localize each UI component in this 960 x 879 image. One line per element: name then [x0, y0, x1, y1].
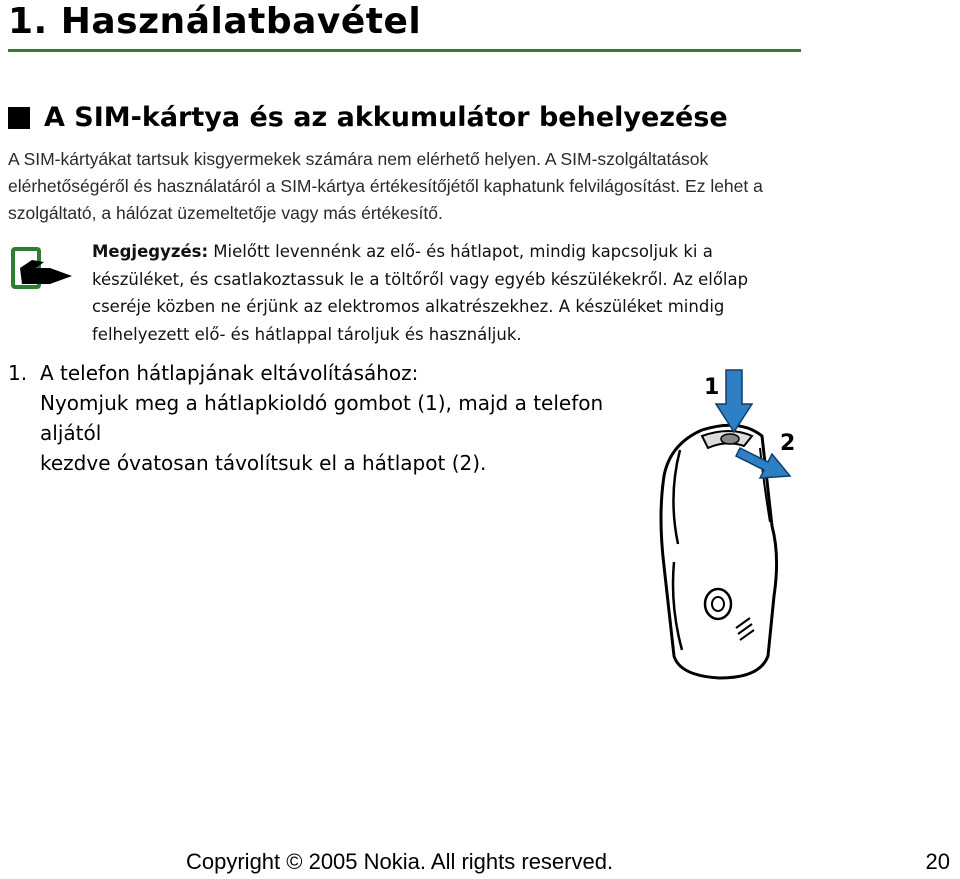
step-number: 1.: [8, 361, 28, 385]
footer-copyright: Copyright © 2005 Nokia. All rights reserved.: [186, 849, 614, 874]
note-text: Mielőtt levennénk az elő- és hátlapot, mindig kapcsoljuk ki a készüléket, és csatlakoztassuk le a töltőről vagy egyéb készülékekről. Az előlap cseréje közben ne érjünk az elektromos alkatrészekhez. A készüléket mindig felhelyezett elő- és hátlappal tároljuk és használjuk.: [92, 242, 749, 344]
chapter-title-rule: [8, 49, 801, 52]
step-instruction-line-2: kezdve óvatosan távolítsuk el a hátlapot (2).: [40, 451, 487, 475]
section-title: [8, 98, 728, 138]
chapter-title: 1. Használatbavétel: [8, 1, 422, 42]
step-title: A telefon hátlapjának eltávolításához:: [40, 361, 419, 385]
note-label: Megjegyzés:: [92, 242, 209, 261]
phone-back-cover-removal-illustration: [640, 366, 810, 686]
step-instruction-line-1: Nyomjuk meg a hátlapkioldó gombot (1), majd a telefon aljától: [40, 391, 604, 445]
note-paragraph: [92, 238, 782, 348]
intro-paragraph: A SIM-kártyákat tartsuk kisgyermekek számára nem elérhető helyen. A SIM-szolgáltatások elérhetőségéről és használatáról a SIM-kártya értékesítőjétől kaphatunk felvilágosítást. Ez lehet a szolgáltató, a hálózat üzemeltetője vagy más értékesítő.: [8, 149, 763, 223]
step-1: [8, 358, 668, 478]
note-hand-icon: [10, 246, 74, 290]
illustration-label-1: 1: [704, 375, 720, 400]
page-number: 20: [925, 849, 950, 874]
illustration-label-2: 2: [780, 431, 796, 456]
section-title-text: A SIM-kártya és az akkumulátor behelyezése: [44, 102, 728, 133]
section-bullet-icon: [8, 107, 30, 129]
